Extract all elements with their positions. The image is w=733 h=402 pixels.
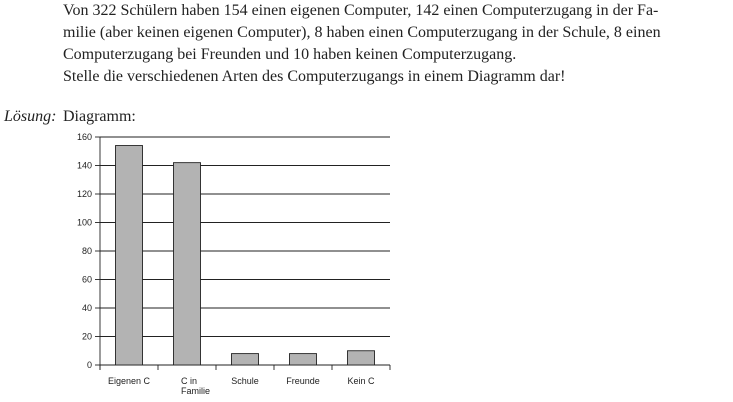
y-tick-label: 120 [76,189,92,199]
y-tick-label: 20 [81,331,92,342]
diagram-label: Diagramm: [63,108,136,125]
x-tick-label: Eigenen C [107,376,151,386]
y-tick-label: 100 [76,217,92,228]
problem-line-1: Von 322 Schülern haben 154 einen eigenen Computer, 142 einen Computerzugang in der Fa- [63,2,659,19]
bar [232,354,259,365]
x-tick-label: Kein C [347,376,375,386]
x-tick-label: Schule [231,376,259,386]
y-tick-label: 60 [81,274,92,285]
bar [116,146,143,365]
problem-line-4: Stelle die verschiedenen Arten des Computerzugangs in einem Diagramm dar! [63,68,566,85]
problem-line-3: Computerzugang bei Freunden und 10 haben keinen Computerzugang. [63,46,517,63]
x-tick-label: C in Familie [181,376,211,396]
bar [290,354,317,365]
bar [348,351,375,365]
y-tick-label: 140 [76,160,92,171]
y-tick-label: 0 [86,360,92,370]
bar [174,163,201,365]
y-tick-label: 160 [76,132,92,142]
problem-line-2: milie (aber keinen eigenen Computer), 8 haben einen Computerzugang in der Schule, 8 einen [63,24,661,41]
solution-label: Lösung: [4,108,57,125]
y-tick-label: 40 [81,303,92,313]
x-tick-label: Freunde [286,376,320,386]
y-tick-label: 80 [81,246,92,256]
